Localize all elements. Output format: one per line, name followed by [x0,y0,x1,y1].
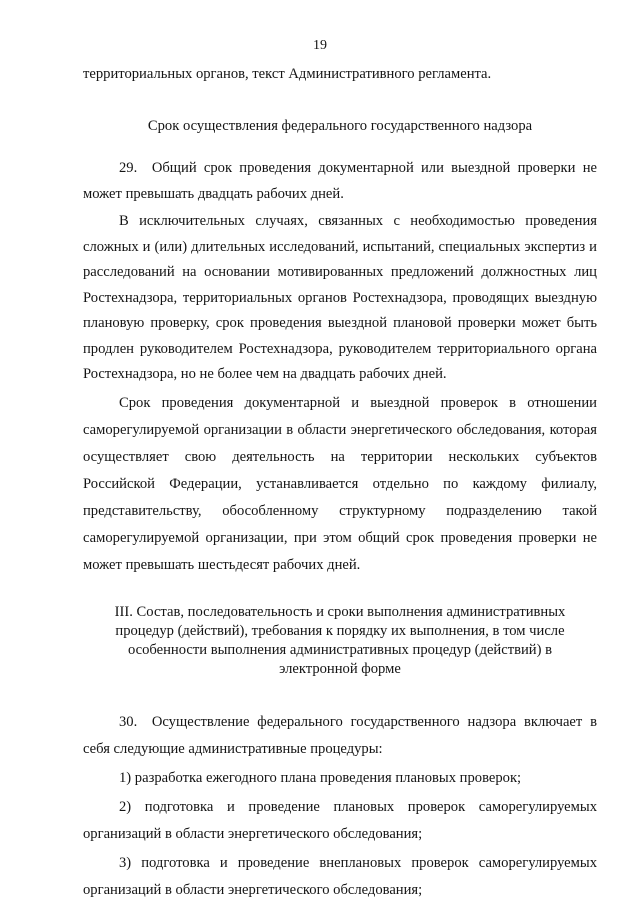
paragraph-29-sro-term: Срок проведения документарной и выездной проверок в отношении саморегулируемой организации в области энергетического обследования, которая осуществляет свою деятельность на территории нескольких субъектов Российской Федерации, устанавливается отдельно по каждому филиалу, представительству, обособленному структурному подразделению такой саморегулируемой организации, при этом общий срок проведения проверки не может превышать шестьдесят рабочих дней. [83,394,597,573]
list-item-1: 1) разработка ежегодного плана проведения плановых проверок; [119,769,522,786]
paragraph-continuation: территориальных органов, текст Административного регламента. [83,66,492,82]
paragraph-30: 30. Осуществление федерального государственного надзора включает в себя следующие административные процедуры: [83,713,597,757]
document-body [83,62,597,906]
section-heading-iii: III. Состав, последовательность и сроки выполнения административных процедур (действий), требования к порядку их выполнения, в том числе особенности выполнения административных процедур (действий) в электронной форме [114,603,566,677]
subsection-heading: Срок осуществления федерального государственного надзора [147,118,533,134]
list-item-2: 2) подготовка и проведение плановых проверок саморегулируемых организаций в области энергетического обследования; [83,798,597,842]
paragraph-29: 29. Общий срок проведения документарной или выездной проверки не может превышать двадцать рабочих дней. [83,160,597,202]
paragraph-29-exceptions: В исключительных случаях, связанных с необходимостью проведения сложных и (или) длительных исследований, испытаний, специальных экспертиз и расследований на основании мотивированных предложений должностных лиц Ростехнадзора, территориальных органов Ростехнадзора, проводящих выездную плановую проверку, срок проведения выездной плановой проверки может быть продлен руководителем Ростехнадзора, руководителем территориального органа Ростехнадзора, но не более чем на двадцать рабочих дней. [83,213,597,382]
page-number: 19 [313,38,327,53]
list-item-3: 3) подготовка и проведение внеплановых проверок саморегулируемых организаций в области энергетического обследования; [83,854,597,898]
